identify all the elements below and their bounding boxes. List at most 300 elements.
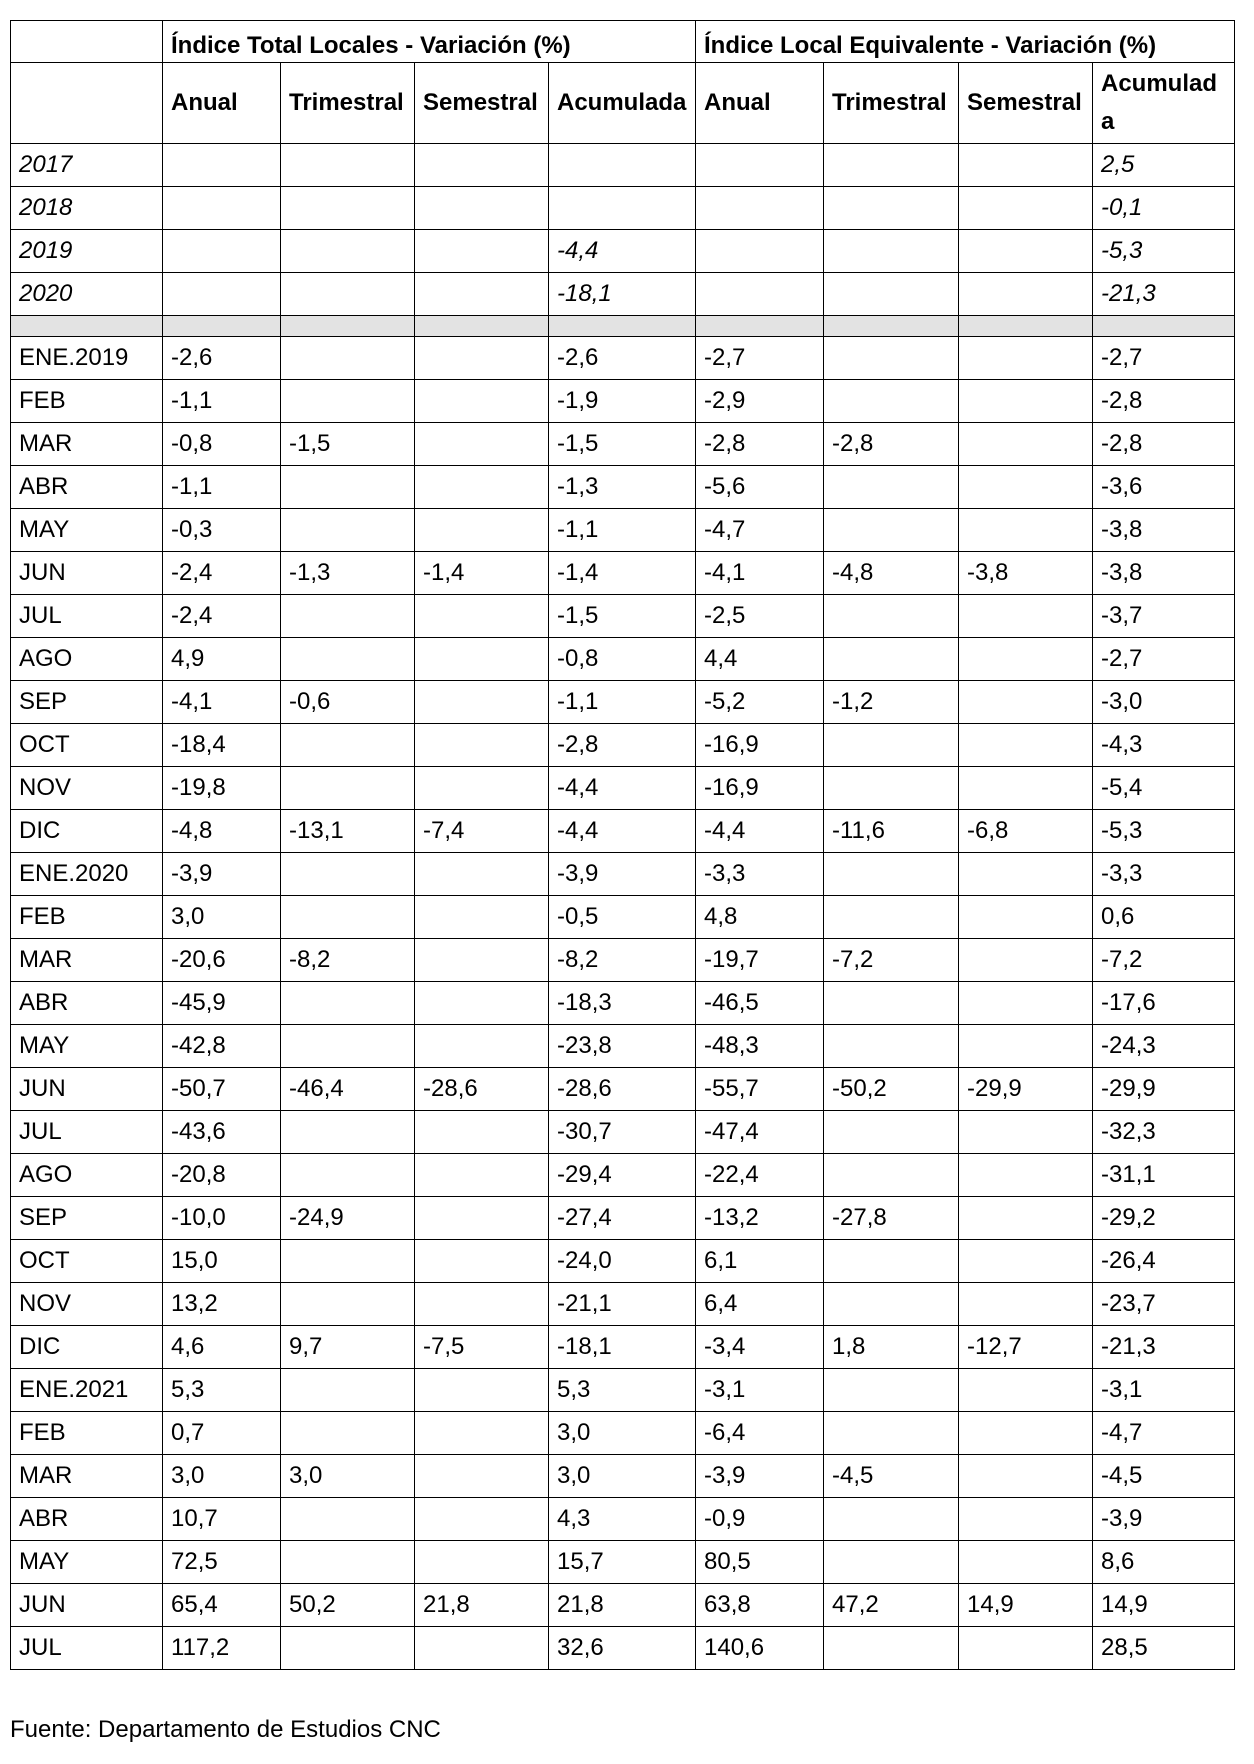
table-cell: -7,2 — [1093, 939, 1235, 982]
table-cell: -1,1 — [163, 466, 281, 509]
table-cell: -27,4 — [549, 1197, 696, 1240]
table-cell: -4,1 — [163, 681, 281, 724]
table-cell: -0,3 — [163, 509, 281, 552]
table-row — [11, 1455, 1235, 1498]
table-cell: -0,9 — [696, 1498, 824, 1541]
table-cell — [415, 380, 549, 423]
table-cell: 3,0 — [281, 1455, 415, 1498]
table-cell: -3,9 — [549, 853, 696, 896]
row-label: MAY — [11, 1541, 163, 1584]
table-row — [11, 1197, 1235, 1240]
table-cell — [959, 1412, 1093, 1455]
table-cell: 4,4 — [696, 638, 824, 681]
table-cell: 4,8 — [696, 896, 824, 939]
table-cell: -23,7 — [1093, 1283, 1235, 1326]
table-cell — [824, 273, 959, 316]
table-cell: -7,4 — [415, 810, 549, 853]
table-cell — [415, 509, 549, 552]
row-label: FEB — [11, 1412, 163, 1455]
table-cell — [281, 767, 415, 810]
row-label: MAY — [11, 509, 163, 552]
table-cell — [415, 1627, 549, 1670]
row-label: JUN — [11, 552, 163, 595]
table-cell — [415, 595, 549, 638]
table-cell: -22,4 — [696, 1154, 824, 1197]
table-cell: -1,5 — [281, 423, 415, 466]
table-cell — [281, 853, 415, 896]
table-cell: -48,3 — [696, 1025, 824, 1068]
table-cell: -18,1 — [549, 1326, 696, 1369]
table-row — [11, 1154, 1235, 1197]
table-cell: -2,8 — [1093, 380, 1235, 423]
table-cell — [824, 724, 959, 767]
table-cell — [959, 144, 1093, 187]
row-label: JUL — [11, 1111, 163, 1154]
table-cell — [415, 853, 549, 896]
table-body — [11, 21, 1235, 1670]
table-cell: -3,9 — [1093, 1498, 1235, 1541]
table-cell: 3,0 — [549, 1412, 696, 1455]
table-cell — [415, 638, 549, 681]
table-cell: 117,2 — [163, 1627, 281, 1670]
table-row — [11, 423, 1235, 466]
table-cell — [281, 144, 415, 187]
table-cell — [281, 724, 415, 767]
table-cell: -20,8 — [163, 1154, 281, 1197]
table-cell — [824, 1111, 959, 1154]
table-cell — [959, 681, 1093, 724]
table-cell: 6,1 — [696, 1240, 824, 1283]
table-cell: -47,4 — [696, 1111, 824, 1154]
table-cell: -1,3 — [281, 552, 415, 595]
table-cell: -1,4 — [549, 552, 696, 595]
table-cell — [959, 724, 1093, 767]
table-cell — [824, 982, 959, 1025]
group-header-row — [11, 21, 1235, 63]
table-cell: -1,3 — [549, 466, 696, 509]
table-cell — [959, 1111, 1093, 1154]
row-label: FEB — [11, 896, 163, 939]
table-cell: -45,9 — [163, 982, 281, 1025]
table-cell: -2,7 — [1093, 638, 1235, 681]
table-cell: 5,3 — [163, 1369, 281, 1412]
table-cell — [415, 939, 549, 982]
group-header-total-locales: Índice Total Locales - Variación (%) — [163, 21, 696, 63]
table-row — [11, 681, 1235, 724]
table-cell — [824, 1025, 959, 1068]
table-cell: -1,1 — [549, 681, 696, 724]
table-cell: -1,5 — [549, 595, 696, 638]
table-cell: -43,6 — [163, 1111, 281, 1154]
separator-row — [11, 316, 1235, 337]
table-cell — [415, 1154, 549, 1197]
table-row — [11, 982, 1235, 1025]
row-label: 2017 — [11, 144, 163, 187]
table-cell: -32,3 — [1093, 1111, 1235, 1154]
table-row — [11, 144, 1235, 187]
table-cell — [415, 1455, 549, 1498]
table-cell: -1,9 — [549, 380, 696, 423]
row-label: ENE.2020 — [11, 853, 163, 896]
table-cell — [959, 466, 1093, 509]
table-cell — [959, 595, 1093, 638]
table-cell: 6,4 — [696, 1283, 824, 1326]
table-cell — [696, 273, 824, 316]
table-cell: -6,4 — [696, 1412, 824, 1455]
table-cell — [415, 1541, 549, 1584]
table-cell: 14,9 — [959, 1584, 1093, 1627]
table-cell — [281, 982, 415, 1025]
table-cell — [549, 187, 696, 230]
table-cell: 21,8 — [415, 1584, 549, 1627]
separator-cell — [696, 316, 824, 337]
table-cell — [415, 230, 549, 273]
table-cell: -18,1 — [549, 273, 696, 316]
table-row — [11, 187, 1235, 230]
table-cell — [415, 423, 549, 466]
table-cell: 2,5 — [1093, 144, 1235, 187]
row-label: ABR — [11, 1498, 163, 1541]
source-note: Fuente: Departamento de Estudios CNC — [10, 1716, 441, 1743]
table-cell — [959, 1240, 1093, 1283]
table-cell — [281, 380, 415, 423]
table-row — [11, 1025, 1235, 1068]
row-label: JUL — [11, 595, 163, 638]
table-cell — [281, 1412, 415, 1455]
table-row — [11, 1627, 1235, 1670]
table-cell: -24,3 — [1093, 1025, 1235, 1068]
table-row — [11, 466, 1235, 509]
row-label: 2019 — [11, 230, 163, 273]
table-cell: -2,6 — [549, 337, 696, 380]
table-cell — [824, 1240, 959, 1283]
table-cell — [959, 1455, 1093, 1498]
table-cell: 10,7 — [163, 1498, 281, 1541]
table-cell: -3,3 — [1093, 853, 1235, 896]
table-cell: 50,2 — [281, 1584, 415, 1627]
row-label: ABR — [11, 466, 163, 509]
table-cell — [281, 1111, 415, 1154]
data-table-container — [10, 20, 1235, 1670]
table-cell: -13,1 — [281, 810, 415, 853]
table-cell: -28,6 — [549, 1068, 696, 1111]
table-cell: -4,7 — [1093, 1412, 1235, 1455]
table-cell: -13,2 — [696, 1197, 824, 1240]
table-cell: 0,6 — [1093, 896, 1235, 939]
table-cell: -2,4 — [163, 595, 281, 638]
table-cell — [415, 187, 549, 230]
table-row — [11, 1584, 1235, 1627]
table-cell: -2,7 — [1093, 337, 1235, 380]
table-cell: -19,8 — [163, 767, 281, 810]
table-cell: -29,9 — [959, 1068, 1093, 1111]
table-cell: -50,7 — [163, 1068, 281, 1111]
table-cell: -2,6 — [163, 337, 281, 380]
table-cell: -3,8 — [1093, 509, 1235, 552]
row-label: NOV — [11, 767, 163, 810]
table-cell: -7,2 — [824, 939, 959, 982]
table-cell — [281, 509, 415, 552]
table-cell: -4,1 — [696, 552, 824, 595]
table-cell: -8,2 — [549, 939, 696, 982]
table-cell — [281, 230, 415, 273]
table-row — [11, 724, 1235, 767]
table-cell: -42,8 — [163, 1025, 281, 1068]
table-cell — [959, 230, 1093, 273]
table-row — [11, 509, 1235, 552]
table-cell: -24,9 — [281, 1197, 415, 1240]
separator-cell — [163, 316, 281, 337]
table-cell — [959, 1154, 1093, 1197]
table-cell — [281, 1025, 415, 1068]
table-row — [11, 638, 1235, 681]
table-cell — [824, 638, 959, 681]
table-cell: -2,8 — [824, 423, 959, 466]
table-cell: -3,7 — [1093, 595, 1235, 638]
table-cell: -4,8 — [824, 552, 959, 595]
table-cell: -2,5 — [696, 595, 824, 638]
table-cell — [415, 681, 549, 724]
table-cell: -5,2 — [696, 681, 824, 724]
table-cell — [959, 1283, 1093, 1326]
table-cell: -0,6 — [281, 681, 415, 724]
table-cell: 8,6 — [1093, 1541, 1235, 1584]
table-cell: -2,4 — [163, 552, 281, 595]
table-row — [11, 1326, 1235, 1369]
table-cell — [824, 144, 959, 187]
table-cell — [281, 1154, 415, 1197]
table-cell: 28,5 — [1093, 1627, 1235, 1670]
column-header: Semestral — [415, 63, 549, 144]
table-cell: -4,4 — [549, 230, 696, 273]
table-row — [11, 380, 1235, 423]
table-cell — [959, 1197, 1093, 1240]
row-label: ENE.2019 — [11, 337, 163, 380]
table-cell — [959, 853, 1093, 896]
table-cell: 3,0 — [549, 1455, 696, 1498]
table-cell: 5,3 — [549, 1369, 696, 1412]
table-cell — [824, 230, 959, 273]
column-header: Trimestral — [824, 63, 959, 144]
table-cell — [281, 1369, 415, 1412]
table-cell: -46,5 — [696, 982, 824, 1025]
row-label: SEP — [11, 681, 163, 724]
table-row — [11, 1240, 1235, 1283]
table-cell — [415, 1498, 549, 1541]
table-cell — [824, 1154, 959, 1197]
table-cell: -4,7 — [696, 509, 824, 552]
table-cell: -2,9 — [696, 380, 824, 423]
separator-cell — [959, 316, 1093, 337]
table-cell: -12,7 — [959, 1326, 1093, 1369]
table-cell — [281, 1541, 415, 1584]
table-cell: -5,6 — [696, 466, 824, 509]
table-row — [11, 853, 1235, 896]
column-header: Semestral — [959, 63, 1093, 144]
separator-cell — [1093, 316, 1235, 337]
table-row — [11, 1412, 1235, 1455]
table-cell — [824, 853, 959, 896]
table-cell: 65,4 — [163, 1584, 281, 1627]
table-cell — [696, 144, 824, 187]
table-cell: 3,0 — [163, 896, 281, 939]
table-cell — [281, 896, 415, 939]
table-row — [11, 337, 1235, 380]
table-cell: -2,8 — [549, 724, 696, 767]
separator-cell — [549, 316, 696, 337]
table-row — [11, 1283, 1235, 1326]
table-cell — [959, 423, 1093, 466]
table-cell — [415, 982, 549, 1025]
table-cell: -26,4 — [1093, 1240, 1235, 1283]
table-cell — [415, 1369, 549, 1412]
table-cell — [959, 1498, 1093, 1541]
table-cell — [281, 1240, 415, 1283]
table-cell — [549, 144, 696, 187]
table-cell: -7,5 — [415, 1326, 549, 1369]
table-cell: 80,5 — [696, 1541, 824, 1584]
row-label: OCT — [11, 1240, 163, 1283]
table-cell — [415, 1412, 549, 1455]
table-cell — [959, 380, 1093, 423]
table-cell — [959, 982, 1093, 1025]
table-cell: -0,1 — [1093, 187, 1235, 230]
table-cell: 9,7 — [281, 1326, 415, 1369]
row-label: JUN — [11, 1068, 163, 1111]
table-cell: 4,3 — [549, 1498, 696, 1541]
row-label: MAR — [11, 939, 163, 982]
table-cell — [415, 337, 549, 380]
table-cell: -8,2 — [281, 939, 415, 982]
row-label: FEB — [11, 380, 163, 423]
table-cell — [959, 509, 1093, 552]
table-cell — [415, 724, 549, 767]
column-header-row — [11, 63, 1235, 144]
table-row — [11, 810, 1235, 853]
table-cell: 63,8 — [696, 1584, 824, 1627]
row-label: MAR — [11, 1455, 163, 1498]
table-cell: -1,2 — [824, 681, 959, 724]
separator-cell — [281, 316, 415, 337]
table-row — [11, 1498, 1235, 1541]
column-header: Trimestral — [281, 63, 415, 144]
corner-cell — [11, 21, 163, 63]
table-cell: -31,1 — [1093, 1154, 1235, 1197]
table-cell — [824, 1498, 959, 1541]
table-cell — [959, 273, 1093, 316]
table-cell: -16,9 — [696, 724, 824, 767]
table-cell — [281, 466, 415, 509]
table-cell — [824, 1412, 959, 1455]
table-cell: -2,8 — [1093, 423, 1235, 466]
table-row — [11, 767, 1235, 810]
table-cell — [415, 1197, 549, 1240]
table-row — [11, 1541, 1235, 1584]
table-cell: -3,8 — [959, 552, 1093, 595]
row-label: SEP — [11, 1197, 163, 1240]
table-cell: -4,3 — [1093, 724, 1235, 767]
row-label: OCT — [11, 724, 163, 767]
row-label: AGO — [11, 1154, 163, 1197]
table-cell: -5,3 — [1093, 230, 1235, 273]
table-cell — [824, 1369, 959, 1412]
table-cell — [163, 187, 281, 230]
table-cell: -3,1 — [1093, 1369, 1235, 1412]
table-row — [11, 552, 1235, 595]
table-cell — [415, 273, 549, 316]
table-cell: -5,3 — [1093, 810, 1235, 853]
table-cell: -3,9 — [696, 1455, 824, 1498]
table-row — [11, 230, 1235, 273]
table-cell: -10,0 — [163, 1197, 281, 1240]
row-label: ABR — [11, 982, 163, 1025]
table-cell: -28,6 — [415, 1068, 549, 1111]
row-label: NOV — [11, 1283, 163, 1326]
row-label: JUN — [11, 1584, 163, 1627]
table-cell — [824, 1283, 959, 1326]
table-cell — [959, 939, 1093, 982]
table-row — [11, 939, 1235, 982]
table-cell: 3,0 — [163, 1455, 281, 1498]
table-cell — [824, 767, 959, 810]
table-cell — [959, 1369, 1093, 1412]
table-cell — [959, 896, 1093, 939]
table-cell: -1,5 — [549, 423, 696, 466]
table-cell — [163, 144, 281, 187]
table-cell: -21,3 — [1093, 1326, 1235, 1369]
table-cell — [959, 337, 1093, 380]
table-cell: -30,7 — [549, 1111, 696, 1154]
table-cell — [824, 380, 959, 423]
table-cell: -3,4 — [696, 1326, 824, 1369]
table-cell: -24,0 — [549, 1240, 696, 1283]
separator-cell — [415, 316, 549, 337]
table-cell: 47,2 — [824, 1584, 959, 1627]
table-cell: -2,7 — [696, 337, 824, 380]
table-cell — [415, 144, 549, 187]
table-cell: -1,1 — [549, 509, 696, 552]
table-cell: 0,7 — [163, 1412, 281, 1455]
row-label: 2018 — [11, 187, 163, 230]
table-cell — [959, 1025, 1093, 1068]
table-cell — [824, 1541, 959, 1584]
table-cell: -19,7 — [696, 939, 824, 982]
table-row — [11, 1068, 1235, 1111]
column-header: Acumulada — [549, 63, 696, 144]
table-cell: -4,4 — [549, 767, 696, 810]
table-cell: -3,1 — [696, 1369, 824, 1412]
table-cell: -4,8 — [163, 810, 281, 853]
table-cell: -3,6 — [1093, 466, 1235, 509]
table-cell — [415, 466, 549, 509]
row-label: MAY — [11, 1025, 163, 1068]
table-cell — [824, 509, 959, 552]
table-row — [11, 273, 1235, 316]
table-cell — [824, 466, 959, 509]
table-cell: -6,8 — [959, 810, 1093, 853]
table-cell: -2,8 — [696, 423, 824, 466]
table-cell: -20,6 — [163, 939, 281, 982]
column-header: Acumulada — [1093, 63, 1235, 144]
table-cell — [163, 230, 281, 273]
table-cell: 72,5 — [163, 1541, 281, 1584]
table-cell: -3,8 — [1093, 552, 1235, 595]
table-cell: -3,9 — [163, 853, 281, 896]
table-cell: -17,6 — [1093, 982, 1235, 1025]
table-cell: -46,4 — [281, 1068, 415, 1111]
table-cell — [415, 1283, 549, 1326]
table-cell: 4,6 — [163, 1326, 281, 1369]
